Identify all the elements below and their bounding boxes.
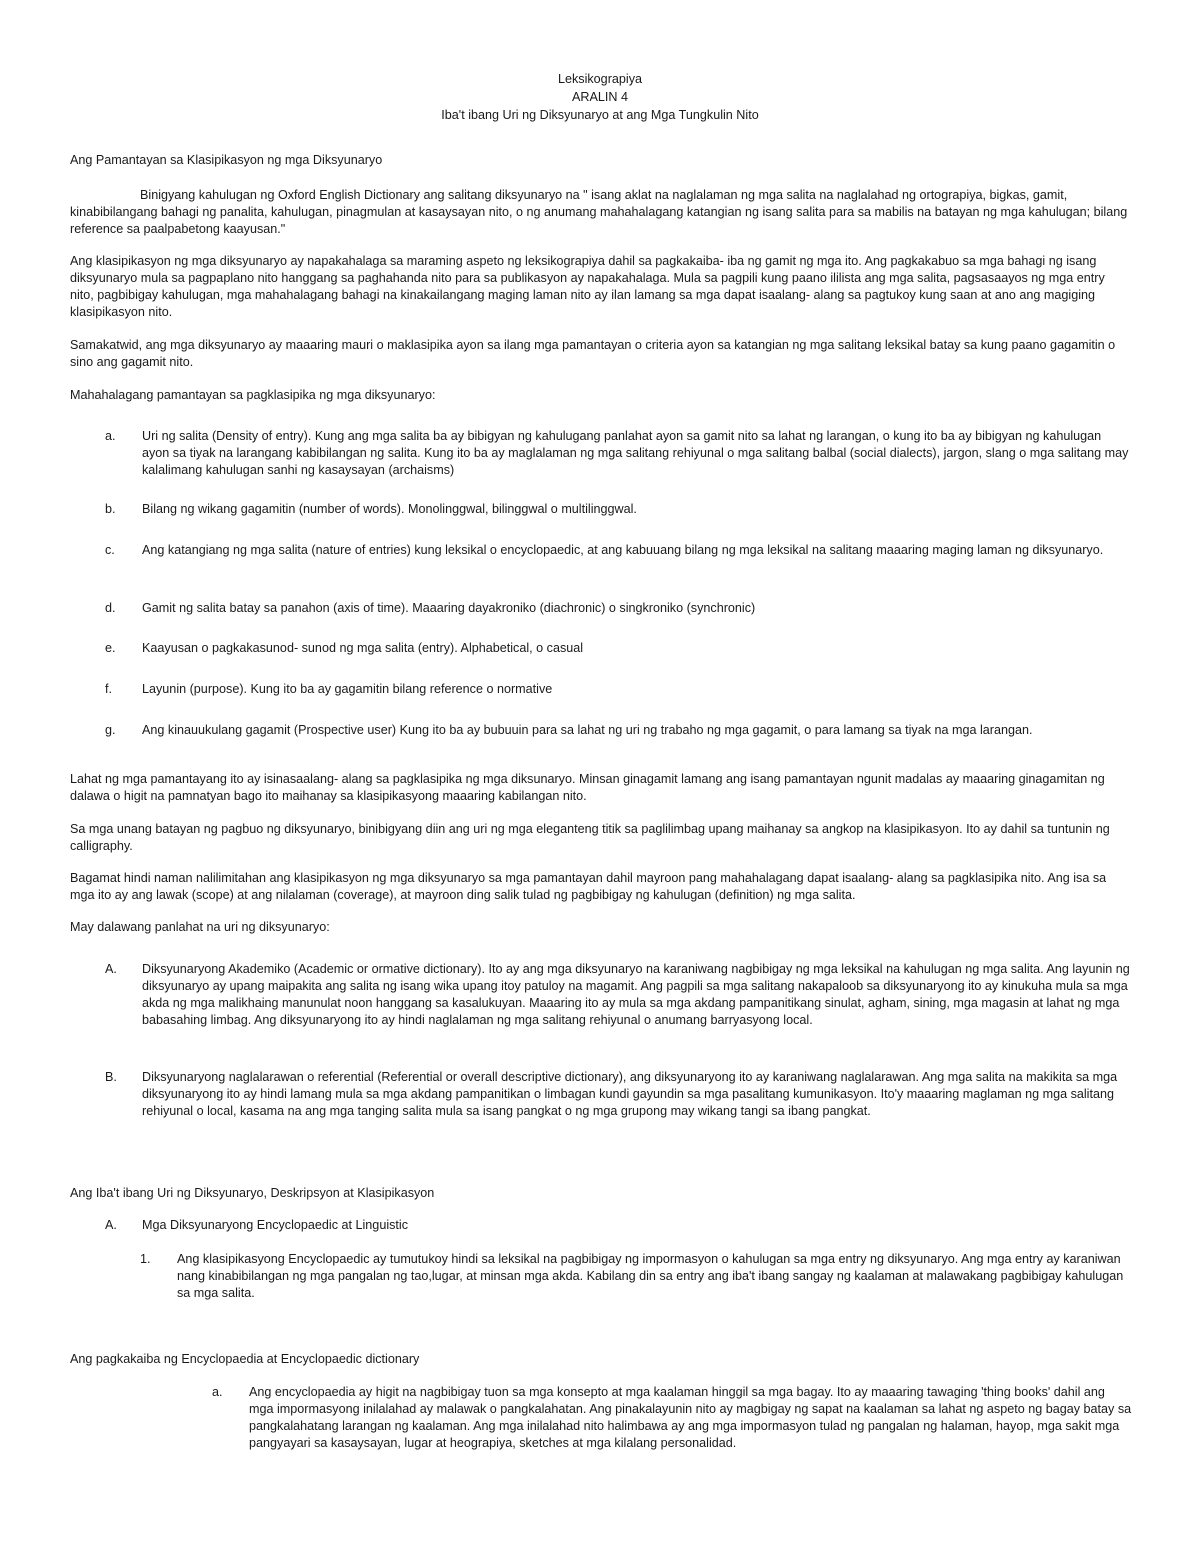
section-heading-uri-ng-diksyunaryo: Ang Iba't ibang Uri ng Diksyunaryo, Deskripsyon at Klasipikasyon — [70, 1186, 435, 1200]
list-marker: A. — [105, 1218, 117, 1232]
lesson-title: Iba't ibang Uri ng Diksyunaryo at ang Mga Tungkulin Nito — [441, 108, 759, 122]
paragraph-samakatwid: Samakatwid, ang mga diksyunaryo ay maaaring mauri o maklasipika ayon sa ilang mga pamantayan o criteria ayon sa katangian ng mga salitang leksikal batay sa kung paano gagamitin o sino ang gagamit nito. — [70, 338, 1116, 369]
types-heading: May dalawang panlahat na uri ng diksyunaryo: — [70, 920, 330, 934]
list-marker: A. — [105, 962, 117, 976]
paragraph-lahat-ng-pamantayan: Lahat ng mga pamantayang ito ay isinasaalang- alang sa pagklasipika ng mga diksunaryo. Minsan ginagamit lamang ang isang pamantayan ngunit madalas ay maaaring ginagamitan ng dalawa o higit na pamnatyan bago ito maihanay sa klasipikasyong maaaring kabilangan nito. — [70, 772, 1105, 803]
list-item-text: Ang klasipikasyong Encyclopaedic ay tumutukoy hindi sa leksikal na pagbibigay ng impormasyon o kahulugan sa mga entry ng diksyunaryo. Ang mga entry ay karaniwan nang kinabibilangan ng mga pangalan ng tao,lugar, at minsan mga akda. Kabilang din sa entry ang iba't ibang sangay ng kaalaman at malawakang pagbibigay kahulugan sa mga salita. — [177, 1252, 1124, 1300]
list-item-text: Layunin (purpose). Kung ito ba ay gagamitin bilang reference o normative — [142, 682, 553, 696]
list-marker: a. — [105, 429, 116, 443]
list-item-text: Ang encyclopaedia ay higit na nagbibigay tuon sa mga konsepto at mga kaalaman hinggil sa mga bagay. Ito ay maaaring tawaging 'thing books' dahil ang mga impormasyong inilalahad ay malawak o pangkalahatan. Ang pinakalayunin nito ay magbigay ng sapat na kaalaman sa lahat ng aspeto ng bagay batay sa pangkalahatang larangan ng kaalaman. Ang mga inilalahad nito halimbawa ay ang mga impormasyon tulad ng pangalan ng halaman, hayop, mga sakit mga pangyayari sa kasaysayan, lugar at heograpiya, sketches at mga kilalang personalidad. — [249, 1385, 1132, 1450]
list-marker: c. — [105, 543, 115, 557]
paragraph-calligraphy: Sa mga unang batayan ng pagbuo ng diksyunaryo, binibigyang diin ang uri ng mga eleganteng titik sa paglilimbag upang maihanay sa angkop na klasipikasyon. Ito ay dahil sa tuntunin ng calligraphy. — [70, 822, 1110, 853]
list-item-text: Mga Diksyunaryong Encyclopaedic at Linguistic — [142, 1218, 409, 1232]
lesson-number: ARALIN 4 — [572, 90, 628, 104]
list-marker: b. — [105, 502, 116, 516]
paragraph-oxford-definition: Binigyang kahulugan ng Oxford English Dictionary ang salitang diksyunaryo na " isang aklat na naglalaman ng mga salita na naglalahad ng ortograpiya, bigkas, gamit, kinabibilangang bahagi ng panalita, kahulugan, pinagmulan at kasaysayan nito, o ng anumang mahahalagang katangian ng isang salita para sa mabilis na batayan ng mga kahulugan; bilang reference sa paalpabetong kaayusan." — [70, 188, 1128, 236]
list-marker: B. — [105, 1070, 117, 1084]
list-item-text: Ang katangiang ng mga salita (nature of entries) kung leksikal o encyclopaedic, at ang kabuuang bilang ng mga leksikal na salitang maaaring maging laman ng diksyunaryo. — [142, 543, 1104, 557]
subject-title: Leksikograpiya — [557, 72, 642, 86]
list-item-text: Kaayusan o pagkakasunod- sunod ng mga salita (entry). Alphabetical, o casual — [142, 641, 584, 655]
list-marker: f. — [105, 682, 112, 696]
list-item-text: Diksyunaryong Akademiko (Academic or ormative dictionary). Ito ay ang mga diksyunaryo na karaniwang nagbibigay ng mga leksikal na kahulugan ng mga salita. Ang layunin ng diksyunaryo ay upang maipakita ang salita ng isang wika upang itoy patuloy na magamit. Ang pagpili sa mga salitang nakapaloob sa diksyunaryong ito ay kinukuha mula sa mga akda ng mga malikhaing manunulat noon hanggang sa kasalukuyan. Maaaring ito ay mula sa mga akdang pampanitikang sinulat, agham, sining, mga magasin at lahat ng mga babasahing limbag. Ang diksyunaryong ito ay hindi naglalaman ng mga salitang rehiyunal o anumang barryasyong local. — [142, 962, 1130, 1027]
list-item-text: Gamit ng salita batay sa panahon (axis of time). Maaaring dayakroniko (diachronic) o singkroniko (synchronic) — [142, 601, 756, 615]
paragraph-klasipikasyon: Ang klasipikasyon ng mga diksyunaryo ay napakahalaga sa maraming aspeto ng leksikograpiya dahil sa pagkakaiba- iba ng gamit ng mga ito. Ang pagkakabuo sa mga bahagi ng isang diksyunaryo mula sa pagpaplano nito hanggang sa paghahanda nito para sa publikasyon ay napakahalaga. Mula sa pagpili kung paano ililista ang mga salita, pagsasaayos ng mga entry nito, pagbibigay kahulugan, mga mahahalagang bahagi na kinakailangang maging laman nito ay ilan lamang sa mga dapat isaalang- alang sa pagtukoy kung saan at ano ang magiging klasipikasyon nito. — [70, 254, 1105, 319]
list-marker: 1. — [140, 1252, 151, 1266]
list-item-text: Uri ng salita (Density of entry). Kung ang mga salita ba ay bibigyan ng kahulugang panlahat ayon sa gamit nito sa lahat ng larangan, o kung ito ba ay bibigyan ng kahulugan ayon sa tiyak na larangang kabibilangan ng salita. Kung ito ba ay maglalaman ng mga salitang rehiyunal o mga salitang balbal (social dialects), jargon, slang o mga salitang may kalalimang kahulugan sanhi ng kasaysayan (archaisms) — [142, 429, 1129, 477]
criteria-heading: Mahahalagang pamantayan sa pagklasipika ng mga diksyunaryo: — [70, 388, 436, 402]
section-heading-pamantayan: Ang Pamantayan sa Klasipikasyon ng mga Diksyunaryo — [70, 153, 383, 167]
list-marker: e. — [105, 641, 116, 655]
list-item-text: Ang kinauukulang gagamit (Prospective user) Kung ito ba ay bubuuin para sa lahat ng uri ng trabaho ng mga gagamit, o para lamang sa tiyak na mga larangan. — [142, 723, 1033, 737]
paragraph-bagamat: Bagamat hindi naman nalilimitahan ang klasipikasyon ng mga diksyunaryo sa mga pamantayan dahil mayroon pang mahahalagang dapat isaalang- alang sa pagklasipika nito. Ang isa sa mga ito ay ang lawak (scope) at ang nilalaman (coverage), at mayroon ding salik tulad ng pagbibigay ng kahulugan (definition) ng mga salita. — [70, 871, 1107, 902]
list-marker: a. — [212, 1385, 223, 1399]
section-heading-encyclopaedia: Ang pagkakaiba ng Encyclopaedia at Encyclopaedic dictionary — [70, 1352, 420, 1366]
list-marker: g. — [105, 723, 116, 737]
list-marker: d. — [105, 601, 116, 615]
document-header — [0, 70, 1200, 124]
list-item-text: Diksyunaryong naglalarawan o referential (Referential or overall descriptive dictionary), ang diksyunaryong ito ay karaniwang naglalarawan. Ang mga salita na makikita sa mga diksyunaryong ito ay hindi lamang mula sa mga akdang pampanitikan o limbagan kundi gayundin sa mga pasalitang kumunikasyon. Ito'y maaaring maglaman ng mga salitang rehiyunal o local, kasama na ang mga tanging salita mula sa isang pangkat o ng mga grupong may wikang tangi sa ibang pangkat. — [142, 1070, 1118, 1118]
list-item-text: Bilang ng wikang gagamitin (number of words). Monolinggwal, bilinggwal o multilinggwal. — [142, 502, 637, 516]
